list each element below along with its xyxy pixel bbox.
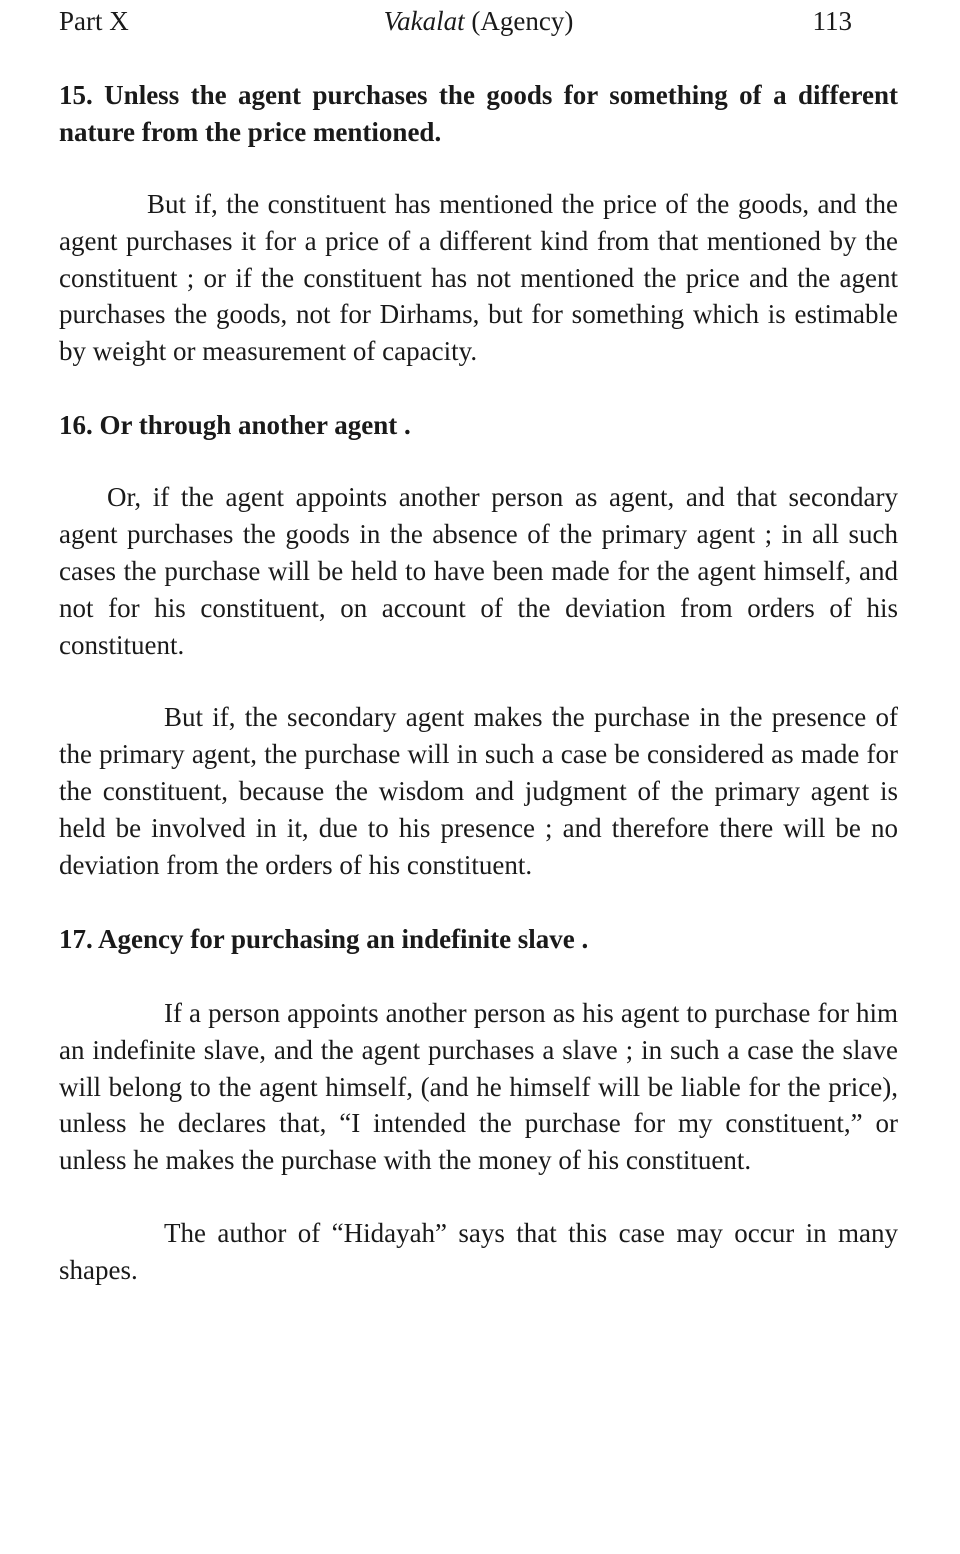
running-header [59, 0, 898, 46]
page-number: 113 [812, 6, 852, 36]
section-heading-16: 16. Or through another agent . [59, 409, 411, 440]
section-heading-17: 17. Agency for purchasing an indefinite slave . [59, 924, 589, 955]
part-label: Part X [59, 6, 129, 36]
chapter-title-main: Vakalat [383, 6, 465, 36]
chapter-title-paren: (Agency) [471, 6, 574, 36]
section-17-paragraph-1: If a person appoints another person as his agent to purchase for him an indefinite slave, and the agent purchases a slave ; in such a case the slave will belong to the agent himself, (and he himself will be liable for the price), unless he declares that, “I intended the purchase for my constituent,” or unless he makes the purchase with the money of his constituent. [59, 997, 898, 1176]
section-16-paragraph-2: But if, the secondary agent makes the purchase in the presence of the primary agent, the purchase will in such a case be considered as made for the constituent, because the wisdom and judgment of the primary agent is held be involved in it, due to his presence ; and therefore there will be no deviation from the orders of his constituent. [59, 702, 898, 880]
section-15-paragraph-1: But if, the constituent has mentioned the price of the goods, and the agent purchases it for a price of a different kind from that mentioned by the constituent ; or if the constituent has not mentioned the price and the agent purchases the goods, not for Dirhams, but for something which is estimable by weight or measurement of capacity. [59, 189, 898, 367]
book-page [59, 0, 898, 1289]
section-17-paragraph-2: The author of “Hidayah” says that this case may occur in many shapes. [59, 1217, 898, 1285]
chapter-title [59, 6, 898, 37]
section-16-paragraph-1: Or, if the agent appoints another person as agent, and that secondary agent purchases the goods in the absence of the primary agent ; in all such cases the purchase will be held to have been made for the agent himself, and not for his constituent, on account of the deviation from orders of his constituent. [59, 482, 898, 660]
section-heading-15: 15. Unless the agent purchases the goods for something of a different nature from the price mentioned. [59, 80, 898, 147]
